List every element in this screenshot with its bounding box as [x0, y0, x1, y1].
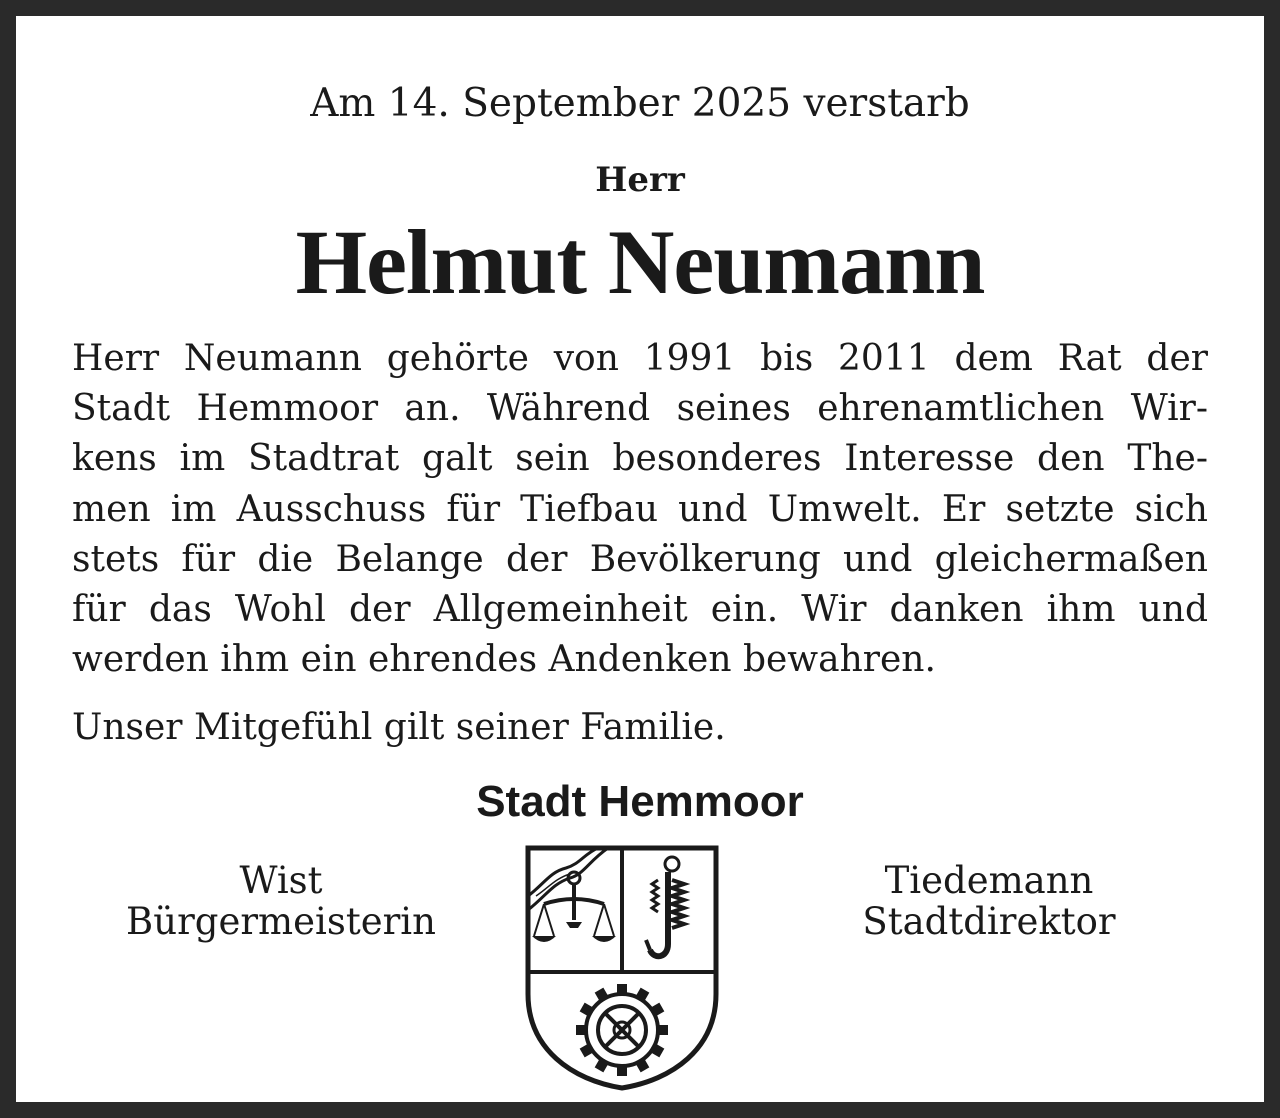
- signatory-mayor: [106, 860, 456, 942]
- salutation: Herr: [595, 160, 685, 200]
- tribute-text: [72, 334, 1208, 685]
- signatory-title: Stadtdirektor: [862, 900, 1116, 943]
- coat-of-arms-icon: [522, 844, 722, 1092]
- condolence-line: Unser Mitgefühl gilt seiner Familie.: [72, 707, 726, 748]
- signatory-title: Bürgermeisterin: [126, 900, 436, 943]
- intro-line: Am 14. September 2025 verstarb: [310, 81, 970, 126]
- tribute-line: stets für die Belange der Bevölkerung und gleichermaßen: [72, 538, 1208, 580]
- tribute-line: Herr Neumann gehörte von 1991 bis 2011 dem Rat der: [72, 338, 1208, 379]
- signatory-director: [824, 860, 1154, 942]
- obituary-notice: [16, 16, 1264, 1102]
- signatory-name: Wist: [239, 859, 323, 902]
- tribute-line: für das Wohl der Allgemeinheit ein. Wir danken ihm und: [72, 589, 1208, 631]
- tribute-line: werden ihm ein ehrendes Andenken bewahren.: [72, 639, 936, 681]
- tribute-line: Stadt Hemmoor an. Während seines ehrenamtlichen Wir-: [72, 388, 1208, 430]
- deceased-name: Helmut Neumann: [295, 211, 985, 313]
- tribute-line: kens im Stadtrat galt sein besonderes Interesse den The-: [72, 438, 1208, 480]
- organization-name: Stadt Hemmoor: [476, 777, 804, 826]
- signatory-name: Tiedemann: [884, 859, 1094, 902]
- tribute-line: men im Ausschuss für Tiefbau und Umwelt. Er setzte sich: [72, 488, 1208, 530]
